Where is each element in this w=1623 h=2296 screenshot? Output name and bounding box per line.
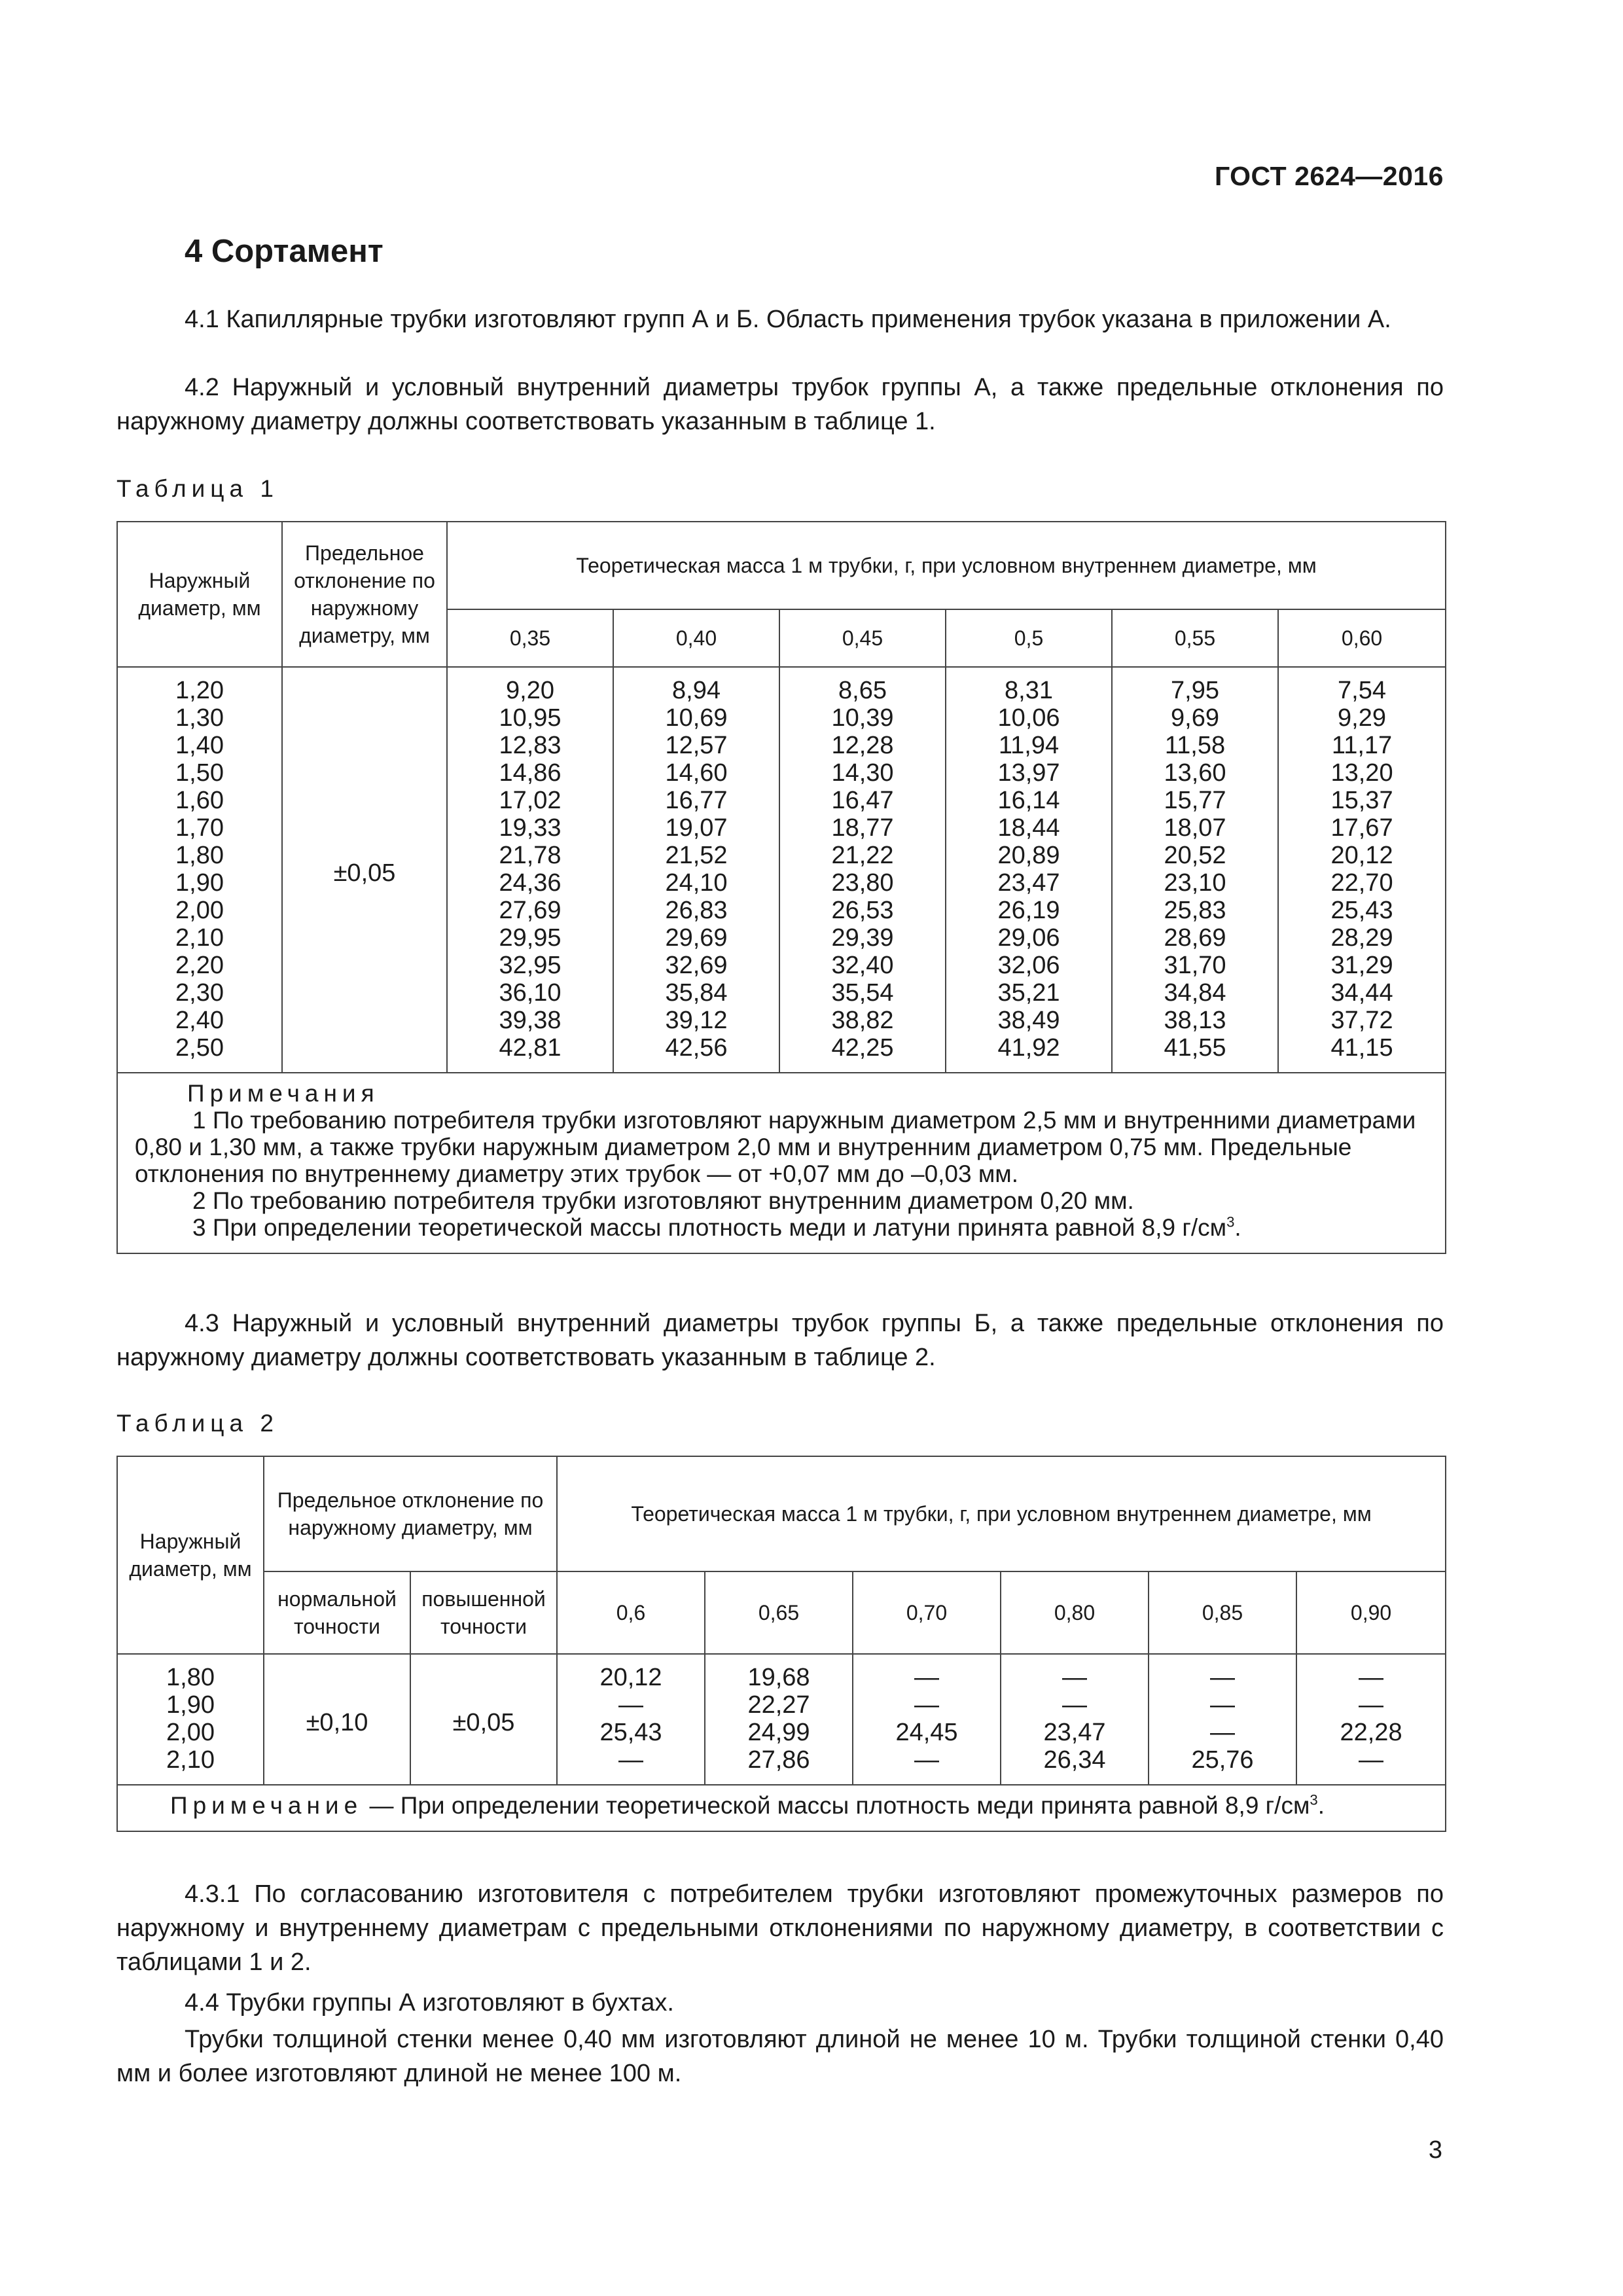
t2-inner-3: 0,80	[1001, 1571, 1149, 1654]
t1-header-mass: Теоретическая масса 1 м трубки, г, при условном внутреннем диаметре, мм	[447, 522, 1446, 609]
t1-note-3: 3 При определении теоретической массы плотность меди и латуни принята равной 8,9 $г/см^3$.	[192, 1213, 1241, 1241]
t2-mass-col-3: — — 23,47 26,34	[1001, 1654, 1149, 1785]
standard-code: ГОСТ 2624—2016	[1214, 161, 1444, 191]
t1-inner-2: 0,45	[779, 609, 946, 667]
t1-inner-5: 0,60	[1278, 609, 1446, 667]
table-2-caption: Таблица 2	[116, 1410, 279, 1437]
t2-inner-1: 0,65	[705, 1571, 853, 1654]
t2-header-normal: нормальной точности	[264, 1571, 410, 1654]
t1-header-outer: Наружный диаметр, мм	[117, 522, 282, 667]
table-2	[116, 1456, 1446, 1832]
t1-notes-title: Примечания	[187, 1080, 380, 1107]
t1-mass-col-0: 9,20 10,95 12,83 14,86 17,02 19,33 21,78 24,36 27,69 29,95 32,95 36,10 39,38 42,81	[447, 667, 613, 1073]
t2-mass-col-2: — — 24,45 —	[853, 1654, 1001, 1785]
t2-mass-col-5: — — 22,28 —	[1296, 1654, 1446, 1785]
t1-mass-col-1: 8,94 10,69 12,57 14,60 16,77 19,07 21,52 24,10 26,83 29,69 32,69 35,84 39,12 42,56	[613, 667, 779, 1073]
paragraph-4-4: 4.4 Трубки группы А изготовляют в бухтах.	[185, 1989, 674, 2017]
t2-inner-0: 0,6	[557, 1571, 705, 1654]
t2-tolerance-high: ±0,05	[410, 1654, 557, 1785]
table-1-caption: Таблица 1	[116, 475, 279, 502]
t1-note-2: 2 По требованию потребителя трубки изготовляют внутренним диаметром 0,20 мм.	[192, 1187, 1134, 1214]
paragraph-4-2: 4.2 Наружный и условный внутренний диаметры трубок группы А, а также предельные отклонения по наружному диаметру должны соответствовать указанным в таблице 1.	[116, 374, 1444, 435]
t2-inner-4: 0,85	[1149, 1571, 1296, 1654]
t1-tolerance-cell: ±0,05	[282, 667, 447, 1073]
paragraph-4-1: 4.1 Капиллярные трубки изготовляют групп А и Б. Область применения трубок указана в приложении А.	[185, 306, 1391, 333]
t2-mass-col-1: 19,68 22,27 24,99 27,86	[705, 1654, 853, 1785]
t2-header-high: повышенной точности	[410, 1571, 557, 1654]
t2-outer-col: 1,80 1,90 2,00 2,10	[117, 1654, 264, 1785]
t1-mass-col-4: 7,95 9,69 11,58 13,60 15,77 18,07 20,52 23,10 25,83 28,69 31,70 34,84 38,13 41,55	[1112, 667, 1278, 1073]
t1-mass-col-5: 7,54 9,29 11,17 13,20 15,37 17,67 20,12 22,70 25,43 28,29 31,29 34,44 37,72 41,15	[1278, 667, 1446, 1073]
t1-inner-4: 0,55	[1112, 609, 1278, 667]
t2-header-mass: Теоретическая масса 1 м трубки, г, при условном внутреннем диаметре, мм	[557, 1456, 1446, 1571]
t1-header-tolerance: Предельное отклонение по наружному диаметру, мм	[282, 522, 447, 667]
section-title: 4 Сортамент	[185, 234, 383, 269]
paragraph-4-4-b: Трубки толщиной стенки менее 0,40 мм изготовляют длиной не менее 10 м. Трубки толщиной стенки 0,40 мм и более изготовляют длиной не менее 100 м.	[116, 2026, 1444, 2087]
t2-header-outer: Наружный диаметр, мм	[117, 1456, 264, 1654]
page-number: 3	[1428, 2136, 1442, 2164]
t1-note-1: 1 По требованию потребителя трубки изготовляют наружным диаметром 2,5 мм и внутренними диаметрами 0,80 и 1,30 мм, а также трубки наружным диаметром 2,0 мм и внутренним диаметром 0,75 мм. Предельные отклонения по внутреннему диаметру этих трубок — от +0,07 мм до –0,03 мм.	[135, 1107, 1416, 1187]
t1-outer-col: 1,20 1,30 1,40 1,50 1,60 1,70 1,80 1,90 2,00 2,10 2,20 2,30 2,40 2,50	[117, 667, 282, 1073]
t2-mass-col-4: — — — 25,76	[1149, 1654, 1296, 1785]
t2-mass-col-0: 20,12 — 25,43 —	[557, 1654, 705, 1785]
table-1	[116, 521, 1446, 1254]
t2-header-tolerance: Предельное отклонение по наружному диаметру, мм	[264, 1456, 557, 1571]
t2-note: Примечание — При определении теоретической массы плотность меди принята равной 8,9 $г/см^3$.	[117, 1785, 1446, 1831]
t1-notes	[117, 1073, 1446, 1253]
t1-inner-3: 0,5	[946, 609, 1112, 667]
t2-inner-2: 0,70	[853, 1571, 1001, 1654]
paragraph-4-3-1: 4.3.1 По согласованию изготовителя с потребителем трубки изготовляют промежуточных размеров по наружному и внутреннему диаметрам с предельными отклонениями по наружному диаметру, в соответствии с таблицами 1 и 2.	[116, 1880, 1444, 1976]
t2-tolerance-normal: ±0,10	[264, 1654, 410, 1785]
t1-inner-0: 0,35	[447, 609, 613, 667]
t1-mass-col-2: 8,65 10,39 12,28 14,30 16,47 18,77 21,22 23,80 26,53 29,39 32,40 35,54 38,82 42,25	[779, 667, 946, 1073]
t1-inner-1: 0,40	[613, 609, 779, 667]
t1-mass-col-3: 8,31 10,06 11,94 13,97 16,14 18,44 20,89 23,47 26,19 29,06 32,06 35,21 38,49 41,92	[946, 667, 1112, 1073]
paragraph-4-3: 4.3 Наружный и условный внутренний диаметры трубок группы Б, а также предельные отклонения по наружному диаметру должны соответствовать указанным в таблице 2.	[116, 1310, 1444, 1371]
t2-inner-5: 0,90	[1296, 1571, 1446, 1654]
